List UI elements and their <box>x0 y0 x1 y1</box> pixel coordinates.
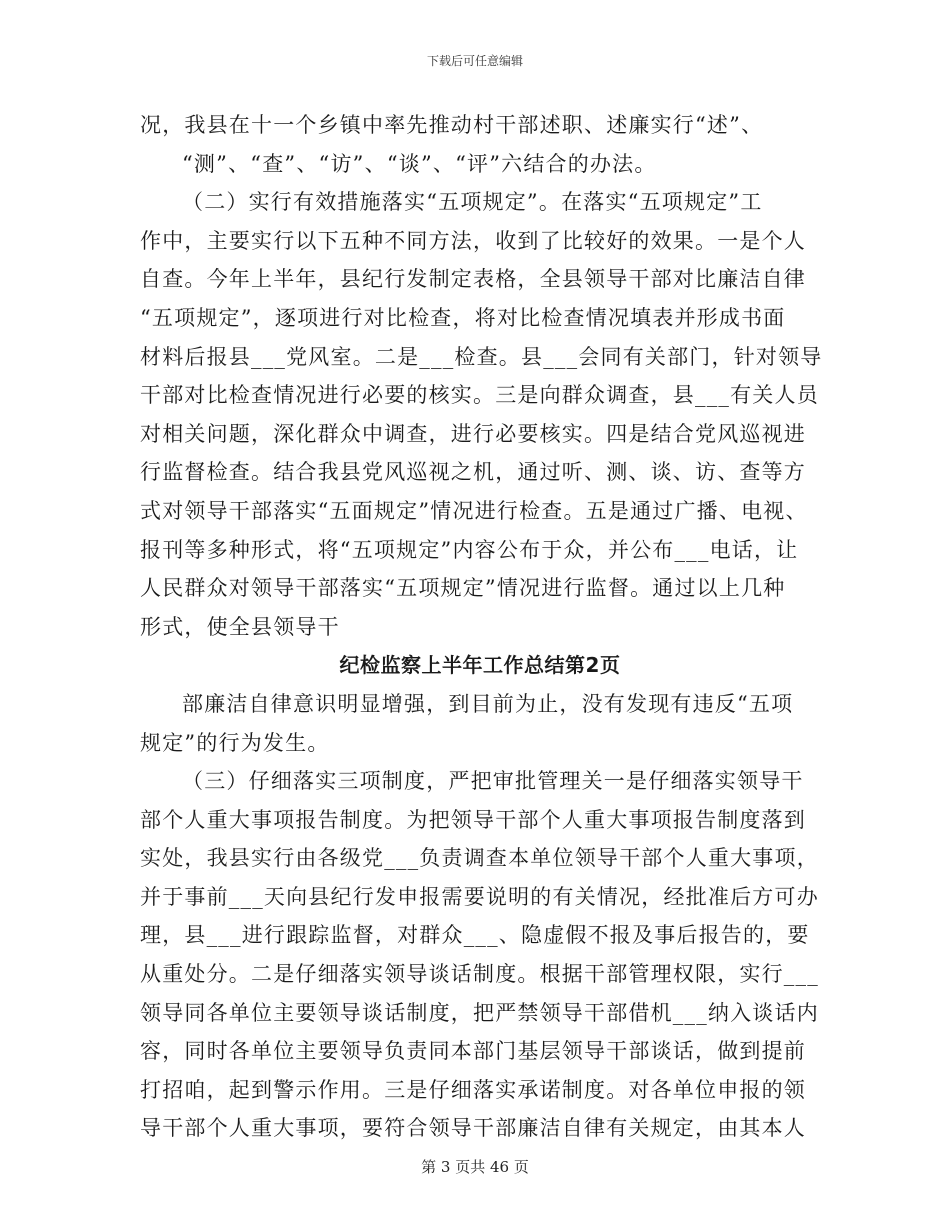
text-line: 作中，主要实行以下五种不同方法，收到了比较好的效果。一是个人 <box>140 228 806 253</box>
text-line: 式对领导干部落实“五面规定”情况进行检查。五是通过广播、电视、 <box>140 498 808 523</box>
text-line: 容，同时各单位主要领导负责同本部门基层领导干部谈话，做到提前 <box>140 1039 806 1064</box>
text-line: 形式，使全县领导干 <box>140 614 340 639</box>
text-line: 材料后报县___党风室。二是___检查。县___会同有关部门，针对领导 <box>140 344 823 369</box>
text-line: “五项规定”，逐项进行对比检查，将对比检查情况填表并形成书面 <box>140 305 786 330</box>
text-line: 实处，我县实行由各级党___负责调查本单位领导干部个人重大事项， <box>140 846 819 871</box>
text-line: 报刊等多种形式，将“五项规定”内容公布于众，并公布___电话，让 <box>140 537 799 562</box>
text-line: 对相关问题，深化群众中调查，进行必要核实。四是结合党风巡视进 <box>140 421 806 446</box>
text-line: 并于事前___天向县纪行发申报需要说明的有关情况，经批准后方可办 <box>140 884 819 909</box>
paragraph-start: （三）仔细落实三项制度，严把审批管理关一是仔细落实领导干 <box>182 769 804 794</box>
text-line: 打招咱，起到警示作用。三是仔细落实承诺制度。对各单位申报的领 <box>140 1077 806 1102</box>
body-text <box>140 106 823 1148</box>
text-line: 领导同各单位主要领导谈话制度，把严禁领导干部借机___纳入谈话内 <box>140 1000 819 1025</box>
header-note: 下载后可任意编辑 <box>426 54 523 68</box>
text-line: “测”、“查”、“访”、“谈”、“评”六结合的办法。 <box>182 151 657 176</box>
text-line: 理，县___进行跟踪监督，对群众___、隐虚假不报及事后报告的，要 <box>140 923 810 948</box>
text-line: 自查。今年上半年，县纪行发制定表格，全县领导干部对比廉洁自律 <box>140 267 806 292</box>
text-line: 部个人重大事项报告制度。为把领导干部个人重大事项报告制度落到 <box>140 807 806 832</box>
paragraph-start: 部廉洁自律意识明显增强，到目前为止，没有发现有违反“五项 <box>182 691 794 716</box>
text-line: 从重处分。二是仔细落实领导谈话制度。根据干部管理权限，实行___ <box>140 962 819 987</box>
text-line: 况，我县在十一个乡镇中率先推动村干部述职、述廉实行“述”、 <box>140 113 764 137</box>
page-number: 第 3 页共 46 页 <box>421 1158 529 1176</box>
paragraph-start: （二）实行有效措施落实“五项规定”。在落实“五项规定”工 <box>182 190 763 215</box>
text-line: 导干部个人重大事项，要符合领导干部廉洁自律有关规定，由其本人 <box>140 1116 806 1141</box>
text-line: 规定”的行为发生。 <box>140 730 330 755</box>
text-line: 人民群众对领导干部落实“五项规定”情况进行监督。通过以上几种 <box>140 576 786 601</box>
text-line: 干部对比检查情况进行必要的核实。三是向群众调查，县___有关人员 <box>140 383 819 408</box>
text-line: 行监督检查。结合我县党风巡视之机，通过听、测、谈、访、查等方 <box>140 460 806 485</box>
section-title: 纪检监察上半年工作总结第2页 <box>339 653 621 678</box>
